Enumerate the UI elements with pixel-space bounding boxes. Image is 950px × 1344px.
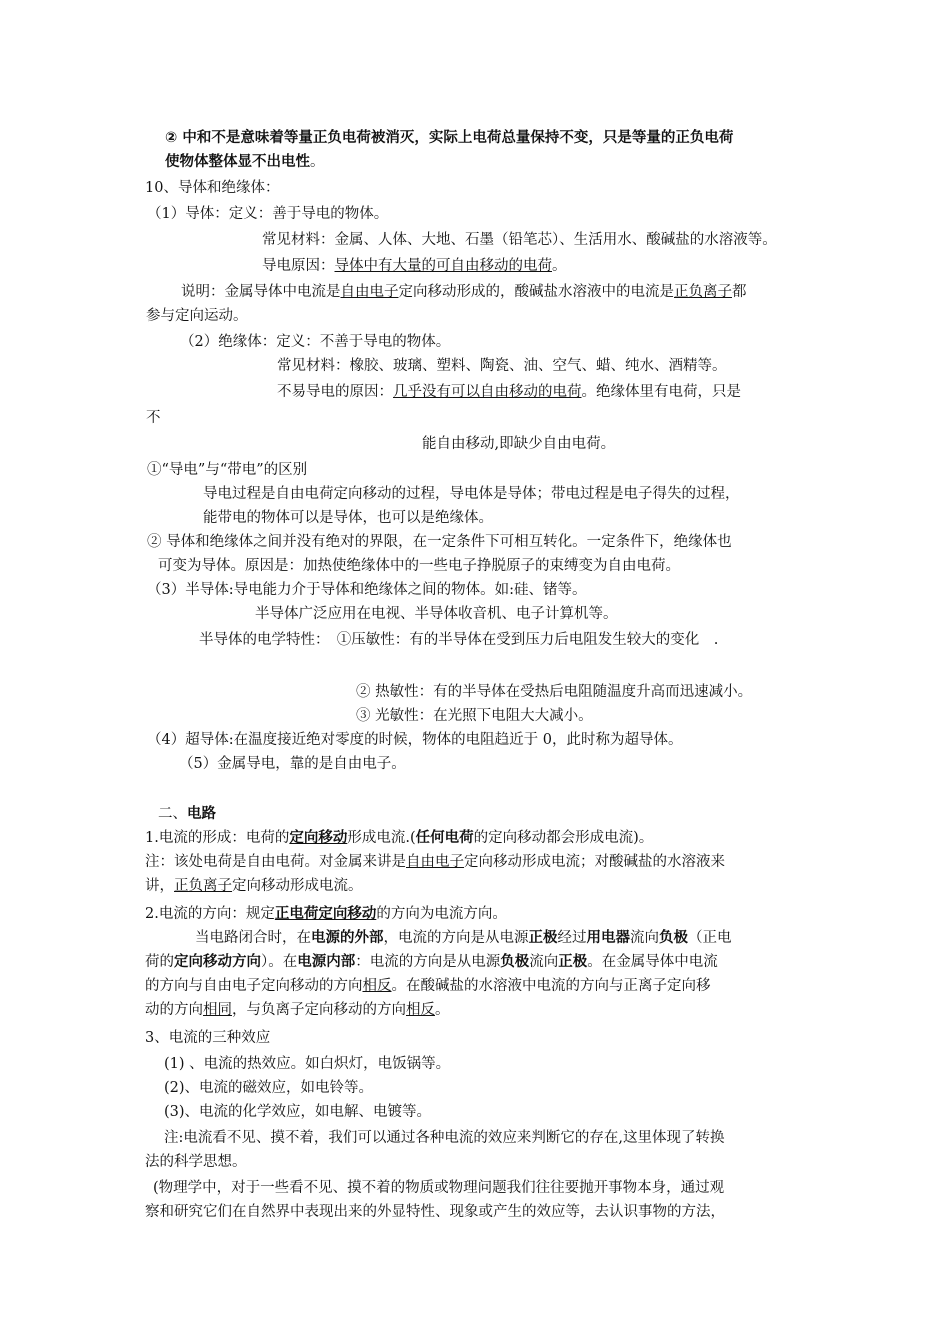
text-run: 3、电流的三种效应 xyxy=(145,1030,271,1046)
text-run: （2）绝缘体：定义：不善于导电的物体。 xyxy=(180,334,451,350)
text-run: （5）金属导电，靠的是自由电子。 xyxy=(179,756,406,772)
text-run: (物理学中，对于一些看不见、摸不着的物质或物理问题我们往往要抛开事物本身，通过观 xyxy=(153,1180,725,1196)
text-run: ）。在 xyxy=(261,954,298,970)
text-run: 常见材料：橡胶、玻璃、塑料、陶瓷、油、空气、蜡、纯水、酒精等。 xyxy=(277,358,727,374)
text-line xyxy=(153,1178,724,1198)
text-line xyxy=(203,508,493,528)
text-run: 参与定向运动。 xyxy=(146,308,248,324)
text-line xyxy=(147,460,307,480)
text-run: （3）半导体:导电能力介于导体和绝缘体之间的物体。如:硅、锗等。 xyxy=(147,582,587,598)
bold-text: 正极 xyxy=(528,930,558,946)
text-line xyxy=(145,976,711,996)
text-line xyxy=(145,904,507,924)
text-run: 。 xyxy=(310,154,325,170)
underlined-text: 相同 xyxy=(203,1002,232,1018)
text-run: 法的科学思想。 xyxy=(145,1154,247,1170)
text-run: 都 xyxy=(732,284,747,300)
text-run: 。绝缘体里有电荷，只是 xyxy=(581,384,741,400)
text-run: ：电流的方向是从电源 xyxy=(355,954,501,970)
text-line xyxy=(277,356,727,376)
bold-text: ② 中和不是意味着等量正负电荷被消灭，实际上电荷总量保持不变，只是等量的正负电荷 xyxy=(165,130,734,146)
text-run: 半导体的电学特性： ①压敏性：有的半导体在受到压力后电阻发生较大的变化 . xyxy=(199,632,719,648)
text-line xyxy=(145,852,725,872)
text-run: 2.电流的方向：规定 xyxy=(145,906,275,922)
underlined-text: 自由电子 xyxy=(406,854,464,870)
text-line xyxy=(164,1078,373,1098)
text-run: 10、导体和绝缘体： xyxy=(145,180,280,196)
bold-text: 电路 xyxy=(187,806,216,822)
text-line xyxy=(145,828,653,848)
bold-text: 定向移动方向 xyxy=(174,954,261,970)
text-line xyxy=(356,706,593,726)
underlined-text: 相反 xyxy=(362,978,392,994)
text-line xyxy=(145,952,718,972)
text-run: 二、 xyxy=(158,806,187,822)
text-line xyxy=(147,532,732,552)
bold-text: 正极 xyxy=(558,954,588,970)
text-run: 的定向移动都会形成电流)。 xyxy=(473,830,654,846)
text-line xyxy=(255,604,618,624)
text-run: 注：该处电荷是自由电荷。对金属来讲是 xyxy=(145,854,406,870)
text-run: 不易导电的原因： xyxy=(277,384,393,400)
text-run: 。 xyxy=(435,1002,450,1018)
underlined-text: 自由电子 xyxy=(340,284,399,300)
text-line xyxy=(158,556,680,576)
text-run: 定向移动形成的，酸碱盐水溶液中的电流是 xyxy=(398,284,674,300)
text-run: 定向移动形成电流。 xyxy=(232,878,363,894)
text-line xyxy=(147,580,587,600)
text-line xyxy=(199,630,718,650)
text-line xyxy=(145,1152,247,1172)
text-line xyxy=(147,204,388,224)
text-run: 可变为导体。原因是：加热使绝缘体中的一些电子挣脱原子的束缚变为自由电荷。 xyxy=(158,558,680,574)
underlined-text: 正负离子 xyxy=(174,878,232,894)
text-line xyxy=(158,804,216,824)
text-line xyxy=(145,1028,270,1048)
text-run: 导电过程是自由电荷定向移动的过程，导电体是导体；带电过程是电子得失的过程， xyxy=(203,486,740,502)
text-run: 导电原因： xyxy=(262,258,335,274)
text-run: 常见材料：金属、人体、大地、石墨（铅笔芯）、生活用水、酸碱盐的水溶液等。 xyxy=(262,232,777,248)
bold-text: 用电器 xyxy=(586,930,630,946)
text-line xyxy=(165,128,733,148)
text-run: 不 xyxy=(146,410,161,426)
text-run: 经过 xyxy=(557,930,587,946)
text-line xyxy=(146,306,248,326)
text-run: 察和研究它们在自然界中表现出来的外显特性、现象或产生的效应等，去认识事物的方法， xyxy=(145,1204,725,1220)
text-run: 形成电流.( xyxy=(347,830,416,846)
text-run: 动的方向 xyxy=(145,1002,203,1018)
text-run: 注:电流看不见、摸不着，我们可以通过各种电流的效应来判断它的存在,这里体现了转换 xyxy=(164,1130,725,1146)
bold-text: 使物体整体显不出电性 xyxy=(165,154,310,170)
text-line xyxy=(277,382,741,402)
text-run: 1.电流的形成：电荷的 xyxy=(145,830,290,846)
text-run: 。在酸碱盐的水溶液中电流的方向与正离子定向移 xyxy=(391,978,711,994)
text-run: 荷的 xyxy=(145,954,174,970)
text-line xyxy=(422,434,615,454)
text-run: 定向移动形成电流；对酸碱盐的水溶液来 xyxy=(464,854,725,870)
text-line xyxy=(356,682,752,702)
text-run: 讲， xyxy=(145,878,174,894)
text-line xyxy=(203,484,740,504)
text-line xyxy=(145,876,363,896)
underlined-text: 正电荷定向移动 xyxy=(274,906,377,922)
bold-text: 电源内部 xyxy=(297,954,356,970)
text-run: ，与负离子定向移动的方向 xyxy=(232,1002,406,1018)
bold-text: 任何电荷 xyxy=(415,830,474,846)
text-line xyxy=(262,256,567,276)
bold-text: 电源的外部 xyxy=(311,930,384,946)
text-run: ③ 光敏性：在光照下电阻大大减小。 xyxy=(356,708,593,724)
text-run: ② 热敏性：有的半导体在受热后电阻随温度升高而迅速减小。 xyxy=(356,684,753,700)
bold-text: 负极 xyxy=(500,954,530,970)
bold-text: 负极 xyxy=(659,930,688,946)
text-run: 能带电的物体可以是导体，也可以是绝缘体。 xyxy=(203,510,493,526)
text-run: 能自由移动,即缺少自由电荷。 xyxy=(422,436,616,452)
text-run: 。在金属导体中电流 xyxy=(587,954,718,970)
text-line xyxy=(180,332,450,352)
text-run: 半导体广泛应用在电视、半导体收音机、电子计算机等。 xyxy=(255,606,618,622)
underlined-text: 相反 xyxy=(406,1002,435,1018)
text-run: ，电流的方向是从电源 xyxy=(383,930,529,946)
text-run: （1）导体：定义：善于导电的物体。 xyxy=(147,206,389,222)
text-line xyxy=(145,178,279,198)
text-line xyxy=(165,152,325,172)
text-run: ①“导电”与“带电”的区别 xyxy=(147,462,308,478)
text-run: (1) 、电流的热效应。如白炽灯，电饭锅等。 xyxy=(164,1056,451,1072)
underlined-text: 正负离子 xyxy=(674,284,732,300)
text-line xyxy=(262,230,777,250)
text-run: 说明：金属导体中电流是 xyxy=(181,284,341,300)
text-run: 流向 xyxy=(529,954,559,970)
text-line xyxy=(195,928,732,948)
text-line xyxy=(164,1102,431,1122)
underlined-text: 定向移动 xyxy=(289,830,348,846)
text-run: 当电路闭合时，在 xyxy=(195,930,311,946)
text-run: （正电 xyxy=(688,930,732,946)
underlined-text: 导体中有大量的可自由移动的电荷 xyxy=(334,258,552,274)
underlined-text: 几乎没有可以自由移动的电荷 xyxy=(393,384,582,400)
text-line xyxy=(181,282,747,302)
text-line xyxy=(164,1128,725,1148)
text-line xyxy=(164,1054,450,1074)
text-run: (2)、电流的磁效应，如电铃等。 xyxy=(164,1080,374,1096)
text-run: 的方向为电流方向。 xyxy=(376,906,507,922)
text-line xyxy=(179,754,406,774)
text-run: 的方向与自由电子定向移动的方向 xyxy=(145,978,363,994)
text-line xyxy=(147,730,682,750)
text-run: 流向 xyxy=(630,930,659,946)
text-run: ② 导体和绝缘体之间并没有绝对的界限，在一定条件下可相互转化。一定条件下，绝缘体也 xyxy=(147,534,732,550)
text-run: (3)、电流的化学效应，如电解、电镀等。 xyxy=(164,1104,432,1120)
text-run: （4）超导体:在温度接近绝对零度的时候，物体的电阻趋近于 0，此时称为超导体。 xyxy=(147,732,683,748)
text-line xyxy=(146,408,161,428)
text-line xyxy=(145,1202,725,1222)
text-line xyxy=(145,1000,450,1020)
text-run: 。 xyxy=(552,258,567,274)
